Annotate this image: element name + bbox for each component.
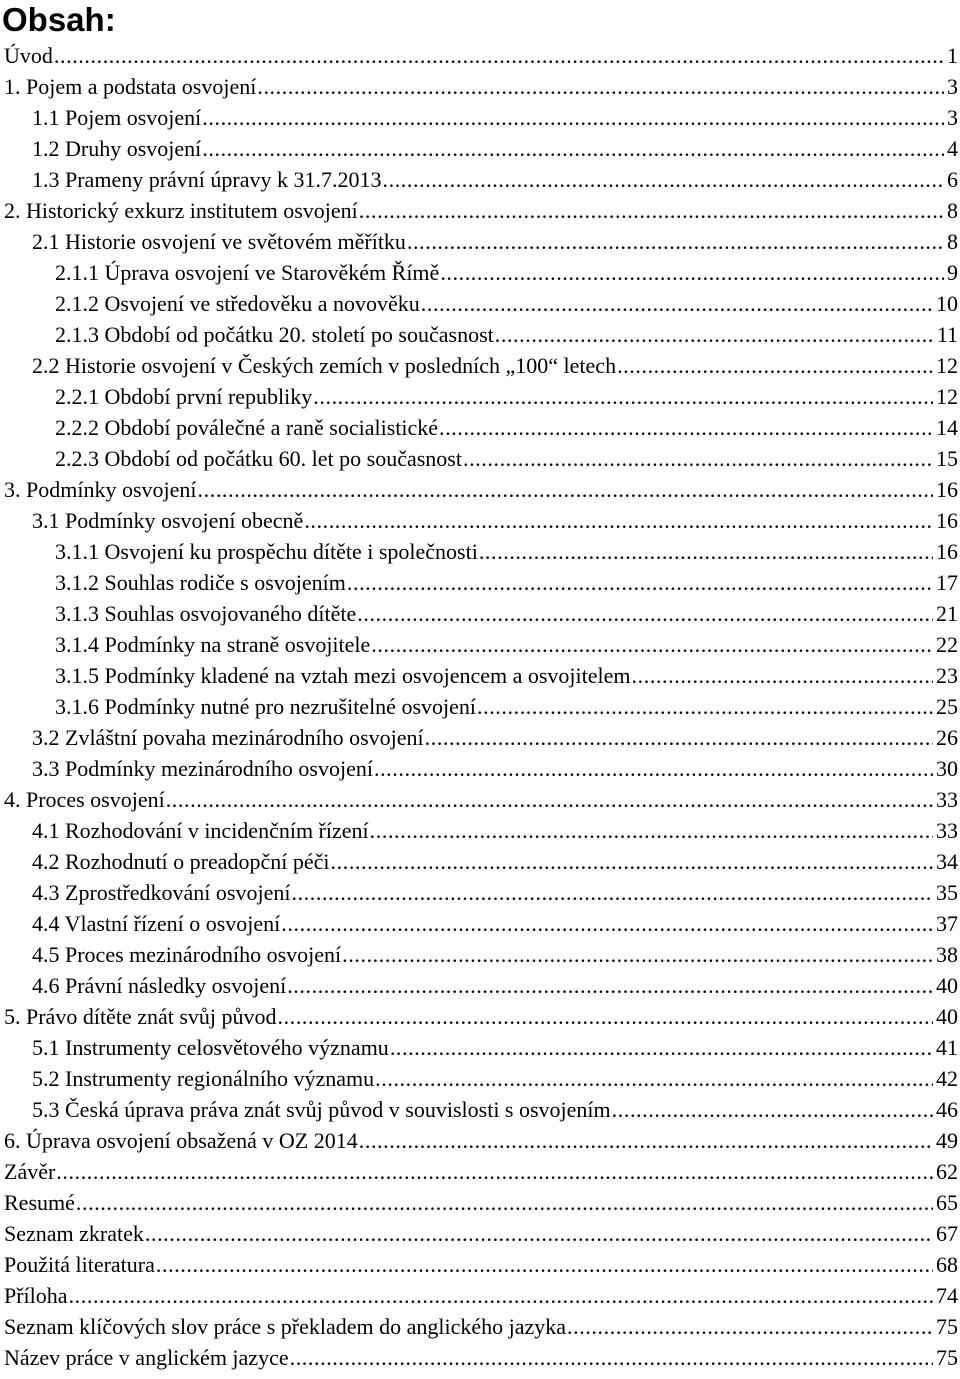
dot-leader — [347, 567, 933, 598]
toc-entry-label: 3.2 Zvláštní povaha mezinárodního osvojení — [32, 725, 424, 750]
toc-entry-label: 6. Úprava osvojení obsažená v OZ 2014 — [4, 1128, 358, 1153]
toc-entry-label: 4.1 Rozhodování v incidenčním řízení — [32, 818, 369, 843]
toc-entry-page: 1 — [947, 43, 958, 68]
dot-leader — [632, 660, 933, 691]
toc-entry-summary[interactable] — [0, 1187, 960, 1218]
dot-leader — [439, 412, 933, 443]
dot-leader — [145, 1218, 933, 1249]
toc-entry-label: 5.2 Instrumenty regionálního významu — [32, 1066, 375, 1091]
toc-entry-label: 3.1.3 Souhlas osvojovaného dítěte — [55, 601, 357, 626]
toc-entry-section-3-1-1[interactable] — [0, 536, 960, 567]
dot-leader — [156, 1249, 933, 1280]
toc-entry-label: 1. Pojem a podstata osvojení — [4, 74, 257, 99]
dot-leader — [69, 1280, 933, 1311]
toc-entry-label: 2.1.2 Osvojení ve středověku a novověku — [55, 291, 420, 316]
toc-entry-section-3-1-4[interactable] — [0, 629, 960, 660]
toc-entry-page: 15 — [936, 446, 958, 471]
toc-entry-section-1-2[interactable] — [0, 133, 960, 164]
dot-leader — [383, 164, 945, 195]
toc-entry-section-5-1[interactable] — [0, 1032, 960, 1063]
toc-entry-page: 67 — [936, 1221, 958, 1246]
toc-entry-page: 26 — [936, 725, 958, 750]
toc-entry-page: 49 — [936, 1128, 958, 1153]
toc-entry-section-3-1-2[interactable] — [0, 567, 960, 598]
dot-leader — [375, 1063, 933, 1094]
dot-leader — [281, 908, 933, 939]
dot-leader — [76, 1187, 933, 1218]
toc-entry-label: Seznam klíčových slov práce s překladem do anglického jazyka — [4, 1314, 567, 1339]
toc-entry-section-3-1-6[interactable] — [0, 691, 960, 722]
dot-leader — [371, 629, 933, 660]
toc-entry-chapter-2[interactable] — [0, 195, 960, 226]
toc-entry-page: 25 — [936, 694, 958, 719]
dot-leader — [54, 40, 944, 71]
dot-leader — [374, 753, 933, 784]
toc-entry-section-4-1[interactable] — [0, 815, 960, 846]
toc-entry-section-2-2[interactable] — [0, 350, 960, 381]
toc-entry-label: 4.2 Rozhodnutí o preadopční péči — [32, 849, 330, 874]
toc-entry-section-3-1-5[interactable] — [0, 660, 960, 691]
toc-entry-label: 4.3 Zprostředkování osvojení — [32, 880, 291, 905]
dot-leader — [463, 443, 933, 474]
toc-entry-section-4-2[interactable] — [0, 846, 960, 877]
dot-leader — [390, 1032, 933, 1063]
toc-entry-label: 2.2 Historie osvojení v Českých zemích v posledních „100“ letech — [32, 353, 617, 378]
toc-entry-label: 2.2.1 Období první republiky — [55, 384, 313, 409]
toc-entry-english-title[interactable] — [0, 1342, 960, 1373]
toc-entry-label: 4. Proces osvojení — [4, 787, 165, 812]
toc-entry-chapter-1[interactable] — [0, 71, 960, 102]
toc-entry-label: Použitá literatura — [4, 1252, 155, 1277]
toc-entry-page: 17 — [936, 570, 958, 595]
dot-leader — [440, 257, 944, 288]
toc-entry-chapter-5[interactable] — [0, 1001, 960, 1032]
toc-entry-appendix[interactable] — [0, 1280, 960, 1311]
toc-entry-page: 62 — [936, 1159, 958, 1184]
toc-entry-label: 3.1.2 Souhlas rodiče s osvojením — [55, 570, 346, 595]
dot-leader — [198, 474, 933, 505]
toc-entry-abbreviations[interactable] — [0, 1218, 960, 1249]
toc-entry-page: 42 — [936, 1066, 958, 1091]
toc-entry-label: 4.6 Právní následky osvojení — [32, 973, 287, 998]
toc-entry-page: 8 — [947, 198, 958, 223]
toc-entry-page: 22 — [936, 632, 958, 657]
toc-entry-section-4-5[interactable] — [0, 939, 960, 970]
toc-entry-label: 4.5 Proces mezinárodního osvojení — [32, 942, 342, 967]
toc-entry-section-2-1-1[interactable] — [0, 257, 960, 288]
dot-leader — [479, 536, 933, 567]
toc-entry-page: 16 — [936, 539, 958, 564]
dot-leader — [342, 939, 933, 970]
toc-entry-section-5-2[interactable] — [0, 1063, 960, 1094]
toc-entry-label: 3.1.1 Osvojení ku prospěchu dítěte i společnosti — [55, 539, 478, 564]
toc-entry-label: 5.3 Česká úprava práva znát svůj původ v souvislosti s osvojením — [32, 1097, 611, 1122]
dot-leader — [407, 226, 944, 257]
toc-entry-label: 2.1 Historie osvojení ve světovém měřítku — [32, 229, 406, 254]
toc-entry-label: 4.4 Vlastní řízení o osvojení — [32, 911, 281, 936]
toc-entry-page: 3 — [947, 105, 958, 130]
dot-leader — [287, 970, 933, 1001]
toc-entry-section-4-3[interactable] — [0, 877, 960, 908]
toc-entry-label: 2.2.2 Období poválečné a raně socialistické — [55, 415, 439, 440]
toc-entry-section-5-3[interactable] — [0, 1094, 960, 1125]
dot-leader — [257, 71, 944, 102]
toc-entry-page: 40 — [936, 973, 958, 998]
dot-leader — [278, 1001, 933, 1032]
dot-leader — [202, 133, 944, 164]
toc-entry-page: 74 — [936, 1283, 958, 1308]
toc-entry-page: 33 — [936, 787, 958, 812]
toc-entry-chapter-6[interactable] — [0, 1125, 960, 1156]
toc-entry-page: 16 — [936, 508, 958, 533]
toc-entry-page: 3 — [947, 74, 958, 99]
toc-entry-section-2-2-1[interactable] — [0, 381, 960, 412]
toc-entry-page: 10 — [936, 291, 958, 316]
toc-entry-label: 3.1.6 Podmínky nutné pro nezrušitelné osvojení — [55, 694, 476, 719]
toc-entry-label: Úvod — [4, 43, 53, 68]
dot-leader — [495, 319, 934, 350]
toc-entry-section-3-1[interactable] — [0, 505, 960, 536]
toc-entry-page: 40 — [936, 1004, 958, 1029]
toc-entry-page: 38 — [936, 942, 958, 967]
dot-leader — [166, 784, 933, 815]
toc-entry-keywords[interactable] — [0, 1311, 960, 1342]
toc-entry-page: 8 — [947, 229, 958, 254]
dot-leader — [290, 1342, 933, 1373]
toc-entry-label: Seznam zkratek — [4, 1221, 144, 1246]
toc-entry-label: 2.2.3 Období od počátku 60. let po současnost — [55, 446, 462, 471]
toc-entry-chapter-3[interactable] — [0, 474, 960, 505]
toc-entry-page: 68 — [936, 1252, 958, 1277]
toc-entry-label: Příloha — [4, 1283, 68, 1308]
toc-entry-page: 21 — [936, 601, 958, 626]
toc-entry-page: 75 — [936, 1314, 958, 1339]
toc-entry-page: 35 — [936, 880, 958, 905]
toc-entry-section-2-2-2[interactable] — [0, 412, 960, 443]
toc-list — [0, 40, 960, 1373]
toc-entry-section-3-2[interactable] — [0, 722, 960, 753]
toc-entry-label: Název práce v anglickém jazyce — [4, 1345, 289, 1370]
toc-entry-bibliography[interactable] — [0, 1249, 960, 1280]
dot-leader — [567, 1311, 933, 1342]
toc-entry-page: 46 — [936, 1097, 958, 1122]
toc-entry-conclusion[interactable] — [0, 1156, 960, 1187]
toc-entry-label: 3.1 Podmínky osvojení obecně — [32, 508, 304, 533]
toc-entry-section-1-1[interactable] — [0, 102, 960, 133]
toc-entry-page: 30 — [936, 756, 958, 781]
dot-leader — [357, 598, 933, 629]
dot-leader — [291, 877, 933, 908]
dot-leader — [359, 195, 944, 226]
toc-entry-label: 1.3 Prameny právní úpravy k 31.7.2013 — [32, 167, 382, 192]
toc-entry-label: 3.1.5 Podmínky kladené na vztah mezi osvojencem a osvojitelem — [55, 663, 631, 688]
dot-leader — [421, 288, 933, 319]
toc-entry-label: 5.1 Instrumenty celosvětového významu — [32, 1035, 389, 1060]
toc-entry-label: 3.1.4 Podmínky na straně osvojitele — [55, 632, 371, 657]
toc-entry-page: 41 — [936, 1035, 958, 1060]
dot-leader — [617, 350, 933, 381]
toc-entry-label: 5. Právo dítěte znát svůj původ — [4, 1004, 277, 1029]
toc-entry-section-3-3[interactable] — [0, 753, 960, 784]
toc-entry-section-4-6[interactable] — [0, 970, 960, 1001]
toc-entry-intro[interactable] — [0, 40, 960, 71]
toc-entry-page: 75 — [936, 1345, 958, 1370]
dot-leader — [331, 846, 933, 877]
dot-leader — [313, 381, 933, 412]
toc-entry-page: 6 — [947, 167, 958, 192]
toc-entry-page: 23 — [936, 663, 958, 688]
dot-leader — [56, 1156, 933, 1187]
toc-entry-page: 12 — [936, 384, 958, 409]
toc-entry-page: 12 — [936, 353, 958, 378]
toc-entry-section-2-2-3[interactable] — [0, 443, 960, 474]
toc-entry-label: 1.1 Pojem osvojení — [32, 105, 202, 130]
toc-entry-section-3-1-3[interactable] — [0, 598, 960, 629]
toc-entry-page: 37 — [936, 911, 958, 936]
toc-entry-section-4-4[interactable] — [0, 908, 960, 939]
toc-entry-page: 65 — [936, 1190, 958, 1215]
toc-entry-chapter-4[interactable] — [0, 784, 960, 815]
toc-entry-section-2-1-3[interactable] — [0, 319, 960, 350]
toc-entry-page: 33 — [936, 818, 958, 843]
dot-leader — [359, 1125, 933, 1156]
toc-entry-page: 9 — [947, 260, 958, 285]
page-title: Obsah: — [2, 1, 116, 38]
toc-entry-section-2-1-2[interactable] — [0, 288, 960, 319]
dot-leader — [304, 505, 933, 536]
toc-entry-section-1-3[interactable] — [0, 164, 960, 195]
toc-entry-section-2-1[interactable] — [0, 226, 960, 257]
toc-entry-page: 11 — [936, 322, 958, 347]
dot-leader — [202, 102, 944, 133]
toc-entry-label: 2.1.1 Úprava osvojení ve Starověkém Římě — [55, 260, 440, 285]
dot-leader — [425, 722, 933, 753]
toc-entry-page: 34 — [936, 849, 958, 874]
toc-entry-label: 3.3 Podmínky mezinárodního osvojení — [32, 756, 373, 781]
dot-leader — [370, 815, 933, 846]
dot-leader — [477, 691, 933, 722]
toc-entry-label: 2. Historický exkurz institutem osvojení — [4, 198, 358, 223]
toc-entry-page: 4 — [947, 136, 958, 161]
toc-entry-label: Závěr — [4, 1159, 56, 1184]
dot-leader — [612, 1094, 933, 1125]
toc-entry-label: 3. Podmínky osvojení — [4, 477, 197, 502]
toc-entry-label: 1.2 Druhy osvojení — [32, 136, 202, 161]
toc-entry-label: Resumé — [4, 1190, 75, 1215]
toc-entry-label: 2.1.3 Období od počátku 20. století po současnost — [55, 322, 494, 347]
toc-entry-page: 14 — [936, 415, 958, 440]
toc-entry-page: 16 — [936, 477, 958, 502]
